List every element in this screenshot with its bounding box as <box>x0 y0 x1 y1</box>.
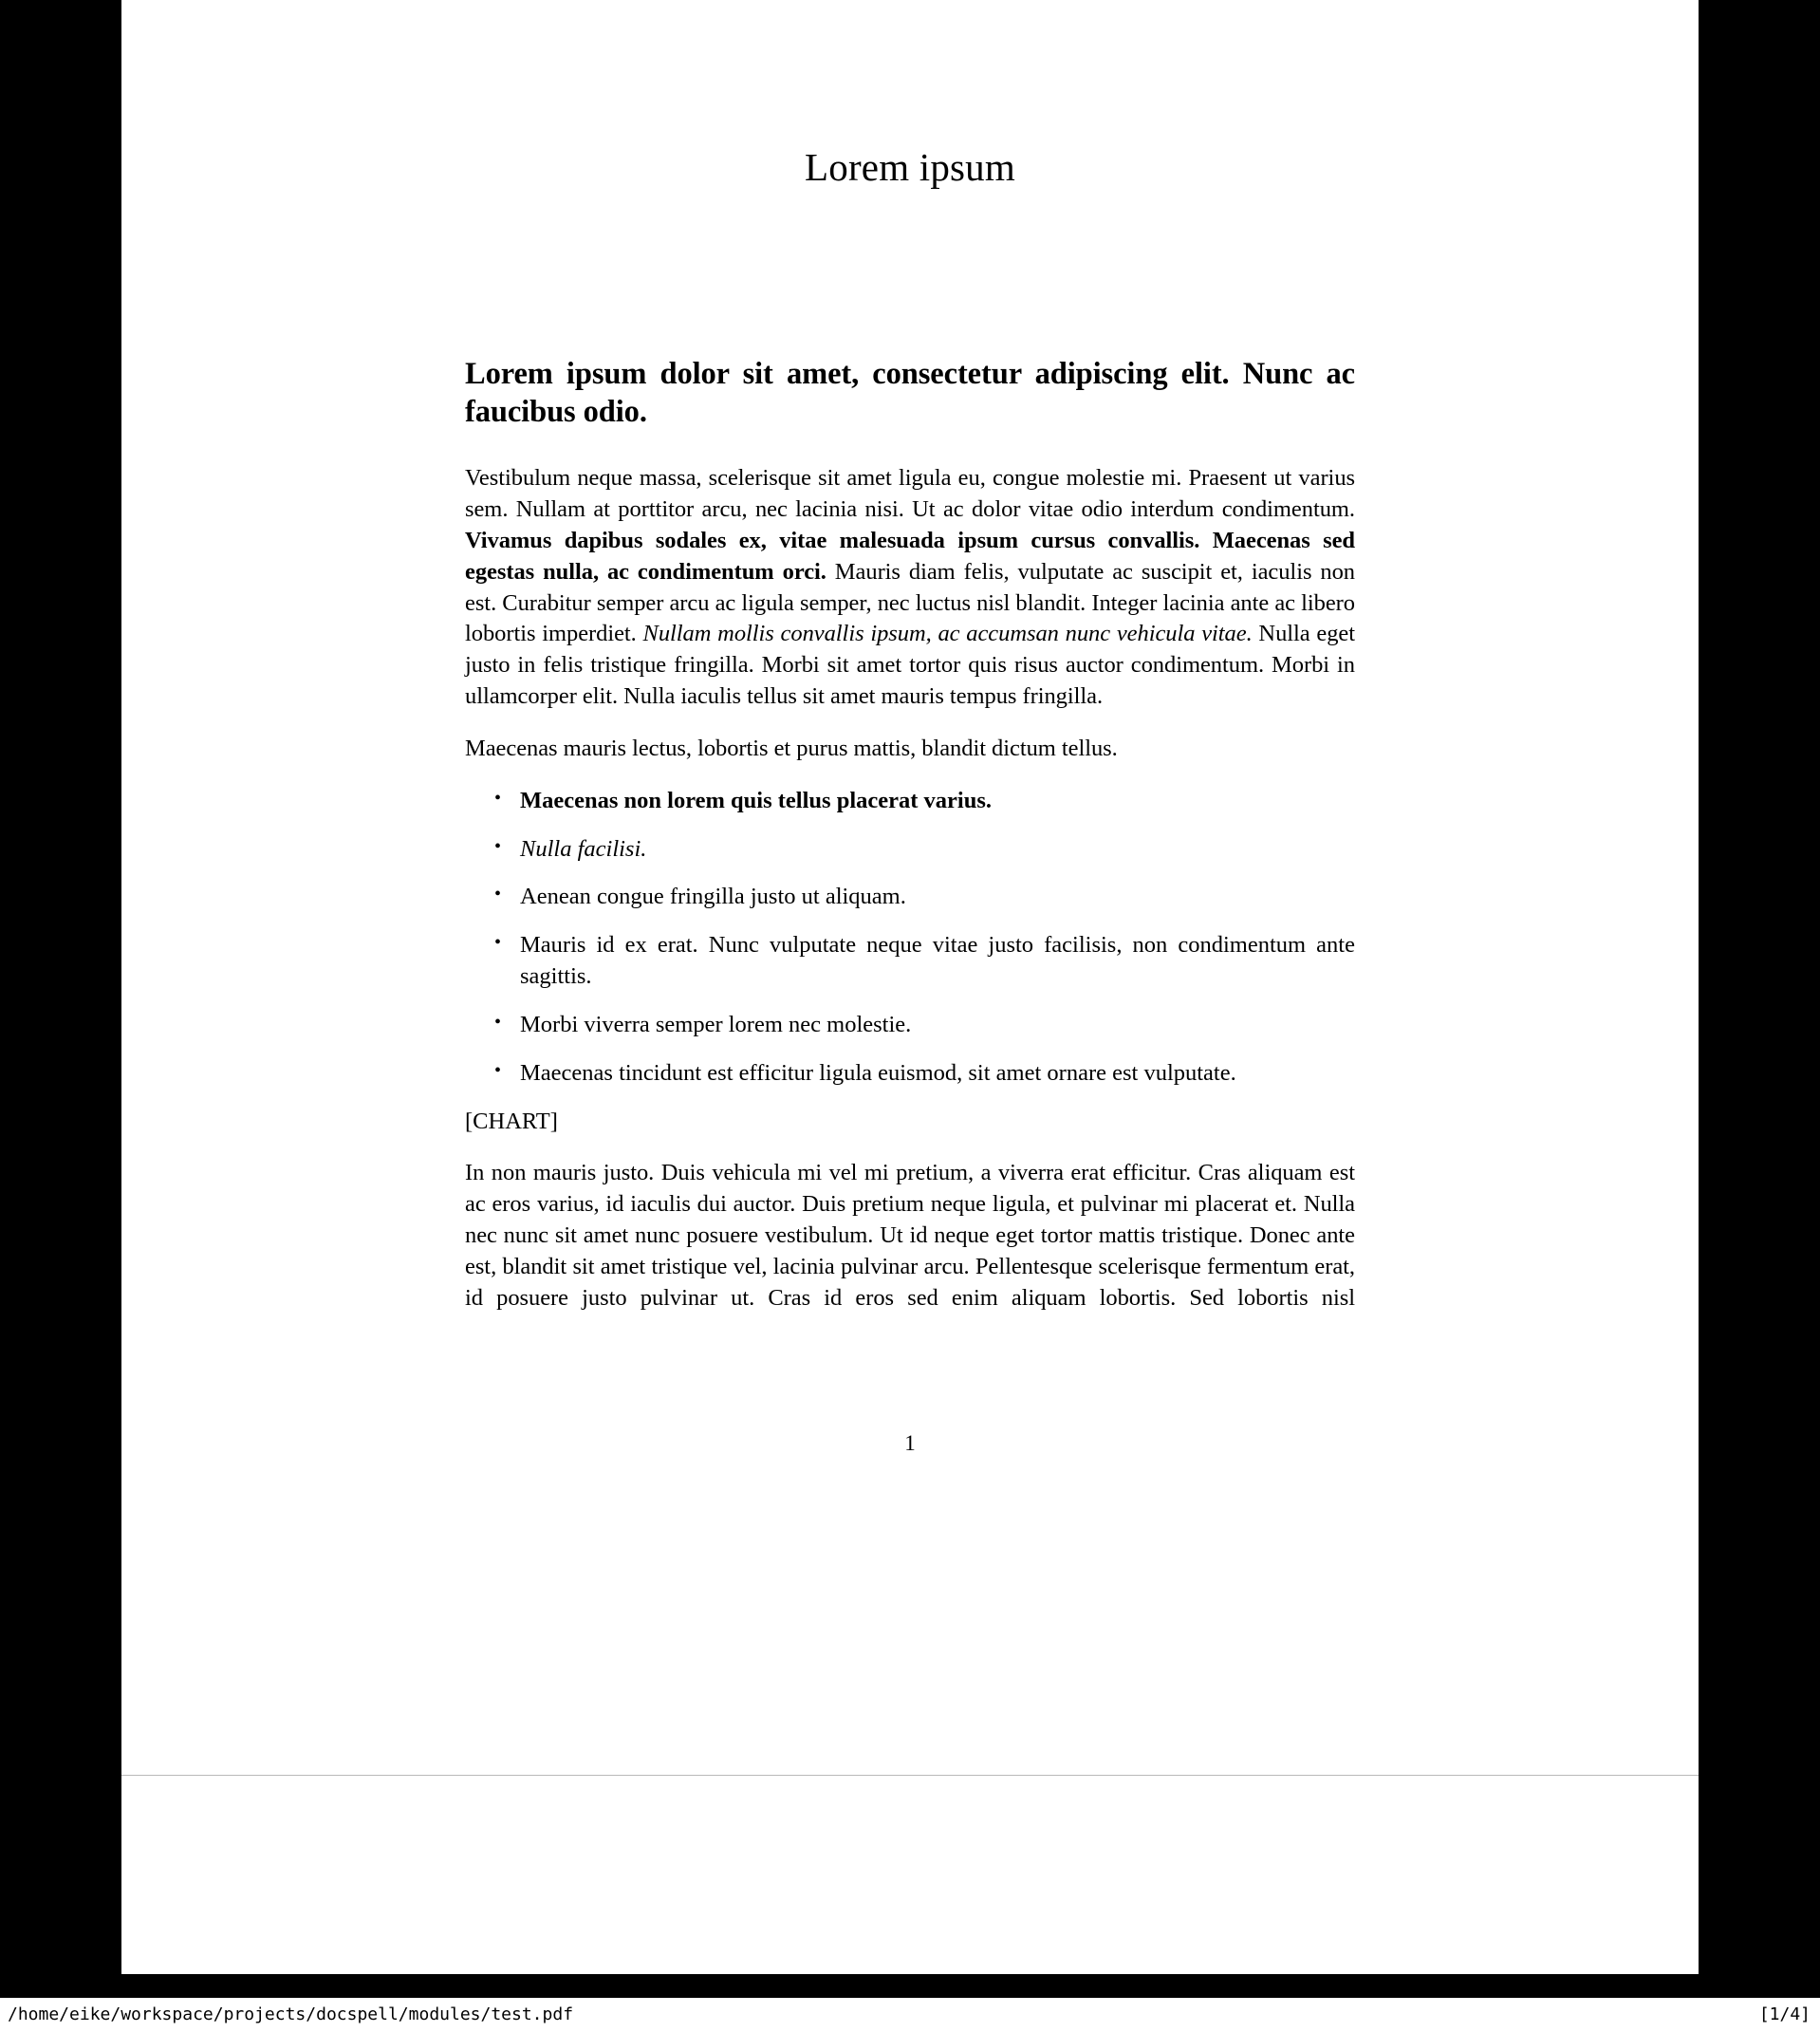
section-heading: Lorem ipsum dolor sit amet, consectetur adipiscing elit. Nunc ac faucibus odio. <box>465 357 1355 429</box>
list-item-text: Aenean congue fringilla justo ut aliquam. <box>520 884 906 910</box>
list-item-text: Maecenas non lorem quis tellus placerat varius. <box>520 787 993 813</box>
paragraph-1-part-3: Nulla eget justo in felis tristique fringilla. Morbi sit amet tortor quis risus auctor condimentum. Morbi in ullamcorper elit. Nulla iaculis tellus sit amet mauris tempus fringilla. <box>465 621 1356 710</box>
list-item <box>465 1010 1355 1041</box>
pdf-page-sheet <box>121 0 1699 1974</box>
chart-placeholder: [CHART] <box>465 1108 558 1134</box>
document-title: Lorem ipsum <box>805 145 1015 189</box>
list-item <box>465 930 1355 993</box>
list-item-text: Maecenas tincidunt est efficitur ligula euismod, sit amet ornare est vulputate. <box>520 1059 1236 1086</box>
page-indicator-label: [1/4] <box>1758 2004 1811 2024</box>
paragraph-2: Maecenas mauris lectus, lobortis et purus mattis, blandit dictum tellus. <box>465 735 1118 761</box>
list-item <box>465 786 1355 817</box>
paragraph-1-part-1: Vestibulum neque massa, scelerisque sit amet ligula eu, congue molestie mi. Praesent ut varius sem. Nullam at porttitor arcu, nec lacinia nisi. Ut ac dolor vitae odio interdum condimentum. <box>465 465 1355 523</box>
paragraph-3: In non mauris justo. Duis vehicula mi vel mi pretium, a viverra erat efficitur. Cras aliquam est ac eros varius, id iaculis dui auctor. Duis pretium neque ligula, et pulvinar mi placerat et. Nulla nec nunc sit amet nunc posuere vestibulum. Ut id neque eget tortor mattis tristique. Donec ante est, blandit sit amet tristique vel, lacinia pulvinar arcu. Pellentesque scelerisque fermentum erat, id posuere justo pulvinar ut. Cras id eros sed enim aliquam lobortis. Sed lobortis nisl <box>465 1160 1355 1311</box>
list-item-text: Nulla facilisi. <box>520 835 647 862</box>
list-item <box>465 1058 1355 1090</box>
list-item <box>465 834 1355 866</box>
file-path-label: /home/eike/workspace/projects/docspell/modules/test.pdf <box>8 2004 574 2024</box>
bullet-list <box>465 786 1355 1090</box>
list-item-text: Mauris id ex erat. Nunc vulputate neque vitae justo facilisis, non condimentum ante sagittis. <box>520 932 1355 990</box>
paragraph-1 <box>465 463 1355 713</box>
paragraph-1-italic-1: Nullam mollis convallis ipsum, ac accumsan nunc vehicula vitae. <box>642 621 1253 647</box>
page-number: 1 <box>904 1431 916 1455</box>
paragraph-1-bold-1: Vivamus dapibus sodales ex, vitae malesuada ipsum cursus convallis. Maecenas sed egestas nulla, ac condimentum orci. <box>465 527 1355 585</box>
pdf-page-1 <box>121 0 1699 1776</box>
list-item <box>465 882 1355 913</box>
paragraph-1-part-2: Mauris diam felis, vulputate ac suscipit et, iaculis non est. Curabitur semper arcu ac ligula semper, nec luctus nisl blandit. Integer lacinia ante ac libero lobortis imperdiet. <box>465 558 1355 647</box>
list-item-text: Morbi viverra semper lorem nec molestie. <box>520 1011 912 1037</box>
viewer-statusbar <box>0 1998 1820 2032</box>
page-content <box>465 356 1355 1335</box>
